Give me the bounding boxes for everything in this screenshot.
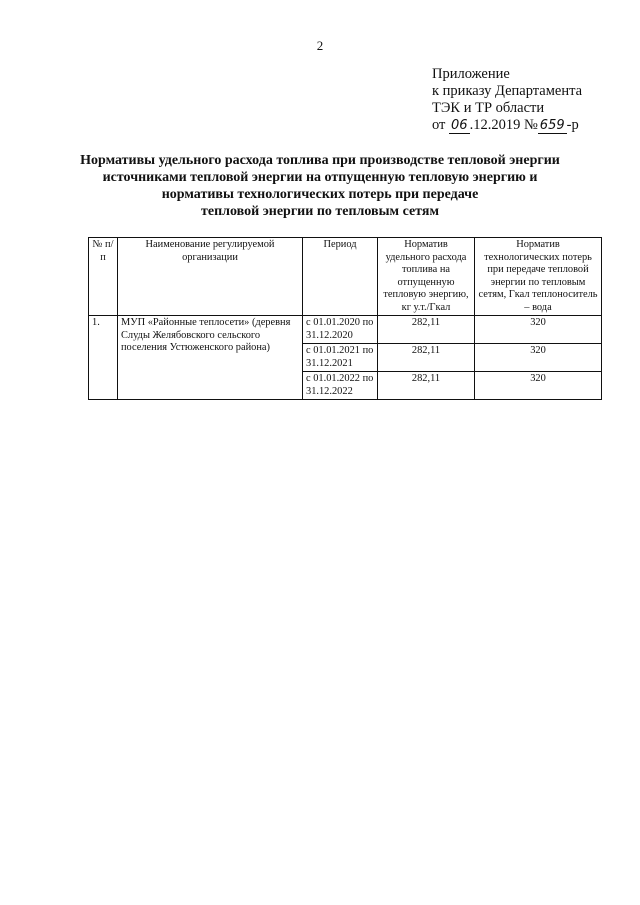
- title-line-2: источниками тепловой энергии на отпущенную тепловую энергию и: [102, 170, 538, 185]
- period-cell: с 01.01.2022 по 31.12.2022: [303, 372, 378, 400]
- organization-name: МУП «Районные теплосети» (деревня Слуды Желябовского сельского поселения Устюженского района): [118, 316, 303, 400]
- title-line-4: тепловой энергии по тепловым сетям: [201, 204, 439, 219]
- handwritten-order-number: 659: [539, 118, 565, 133]
- date-rest: .12.2019 №: [469, 117, 538, 133]
- loss-norm-cell: 320: [475, 344, 602, 372]
- appendix-title: Приложение: [432, 66, 510, 82]
- table-header-row: [89, 238, 602, 316]
- appendix-block: [432, 66, 582, 134]
- header-loss-norm: Норматив технологических потерь при передаче тепловой энергии по тепловым сетям, Гкал теплоноситель – вода: [475, 238, 602, 316]
- row-number: 1.: [89, 316, 118, 400]
- header-number: № п/п: [89, 238, 118, 316]
- table-row: [89, 316, 602, 344]
- header-period: Период: [303, 238, 378, 316]
- period-cell: с 01.01.2020 по 31.12.2020: [303, 316, 378, 344]
- page-number: 2: [316, 38, 324, 53]
- loss-norm-cell: 320: [475, 372, 602, 400]
- fuel-norm-cell: 282,11: [378, 316, 475, 344]
- header-fuel-norm: Норматив удельного расхода топлива на отпущенную тепловую энергию, кг у.т./Гкал: [378, 238, 475, 316]
- appendix-order-ref: к приказу Департамента: [432, 83, 583, 99]
- title-line-3: нормативы технологических потерь при передаче: [161, 187, 479, 202]
- title-line-1: Нормативы удельного расхода топлива при производстве тепловой энергии: [80, 153, 560, 168]
- header-organization: Наименование регулируемой организации: [118, 238, 303, 316]
- handwritten-day: 06: [451, 118, 468, 133]
- appendix-date-line: [432, 117, 582, 134]
- loss-norm-cell: 320: [475, 316, 602, 344]
- period-cell: с 01.01.2021 по 31.12.2021: [303, 344, 378, 372]
- appendix-department: ТЭК и ТР области: [432, 100, 545, 116]
- norms-table: [88, 237, 602, 400]
- order-suffix: -р: [566, 117, 579, 133]
- date-prefix: от: [432, 117, 446, 133]
- fuel-norm-cell: 282,11: [378, 344, 475, 372]
- fuel-norm-cell: 282,11: [378, 372, 475, 400]
- document-title: [70, 152, 570, 220]
